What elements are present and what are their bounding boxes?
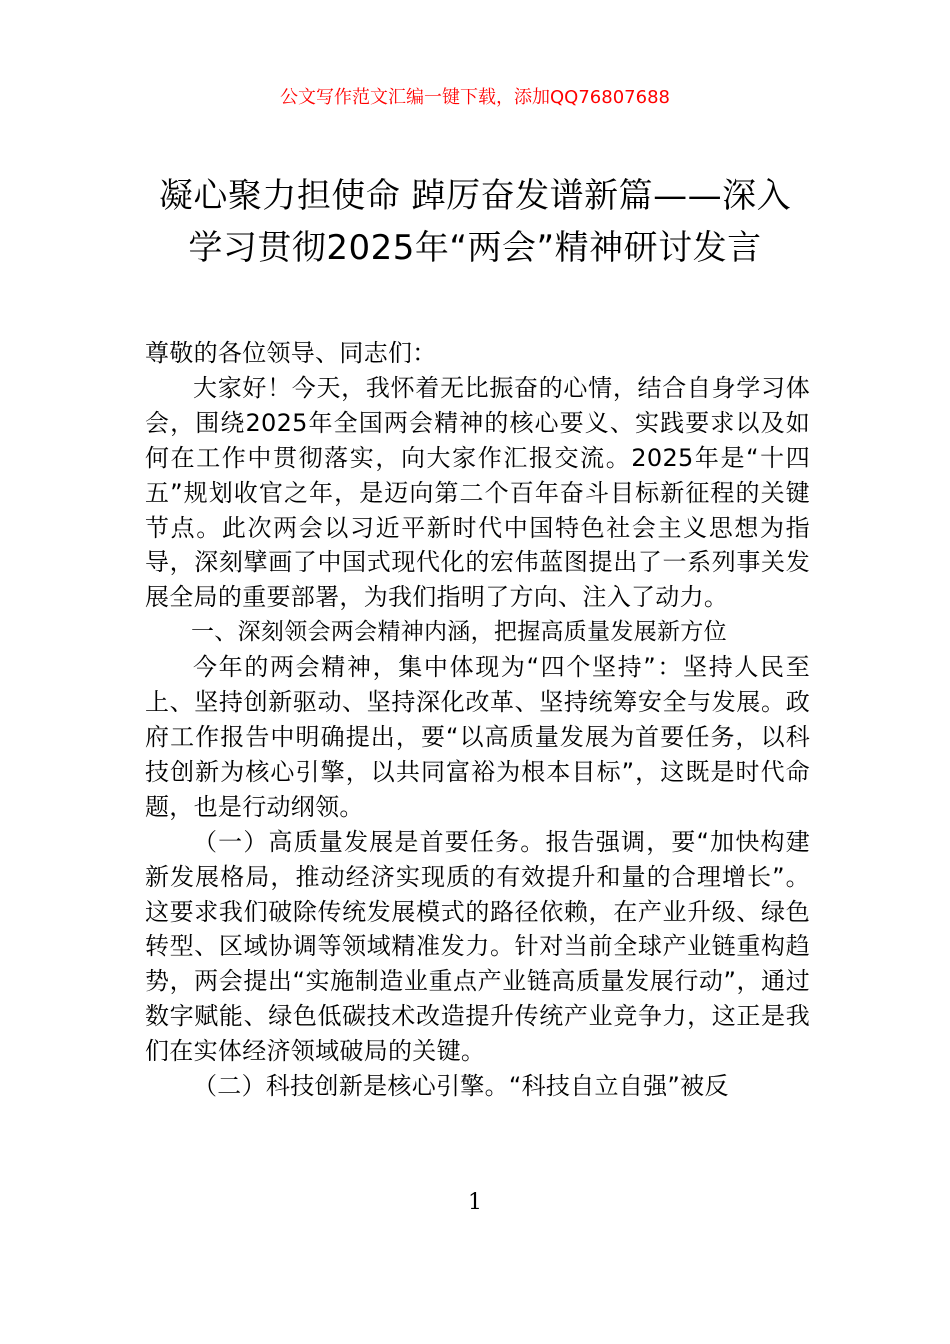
paragraph-four-persistences: 今年的两会精神，集中体现为“四个坚持”：坚持人民至上、坚持创新驱动、坚持深化改革、坚持统筹安全与发展。政府工作报告中明确提出，要“以高质量发展为首要任务，以科技创新为核心引擎，以共同富裕为根本目标”，这既是时代命题，也是行动纲领。 [145, 653, 810, 821]
page-number: 1 [468, 1190, 482, 1215]
document-body [145, 336, 810, 1104]
title-line-1: 凝心聚力担使命 踔厉奋发谱新篇——深入 [158, 176, 792, 216]
document-title [100, 170, 850, 274]
section-heading-1: 一、深刻领会两会精神内涵，把握高质量发展新方位 [191, 619, 727, 646]
download-promo-note: 公文写作范文汇编一键下载，添加QQ76807688 [280, 87, 670, 108]
paragraph-intro: 大家好！今天，我怀着无比振奋的心情，结合自身学习体会，围绕2025年全国两会精神的核心要义、实践要求以及如何在工作中贯彻落实，向大家作汇报交流。2025年是“十四五”规划收官之年，是迈向第二个百年奋斗目标新征程的关键节点。此次两会以习近平新时代中国特色社会主义思想为指导，深刻擘画了中国式现代化的宏伟蓝图提出了一系列事关发展全局的重要部署，为我们指明了方向、注入了动力。 [145, 373, 810, 612]
paragraph-tech-innovation: （二）科技创新是核心引擎。“科技自立自强”被反 [193, 1072, 729, 1101]
title-line-2: 学习贯彻2025年“两会”精神研讨发言 [188, 228, 762, 268]
salutation: 尊敬的各位领导、同志们： [145, 339, 437, 367]
paragraph-high-quality-development: （一）高质量发展是首要任务。报告强调，要“加快构建新发展格局，推动经济实现质的有效提升和量的合理增长”。这要求我们破除传统发展模式的路径依赖，在产业升级、绿色转型、区域协调等领域精准发力。针对当前全球产业链重构趋势，两会提出“实施制造业重点产业链高质量发展行动”，通过数字赋能、绿色低碳技术改造提升传统产业竞争力，这正是我们在实体经济领域破局的关键。 [145, 827, 810, 1066]
